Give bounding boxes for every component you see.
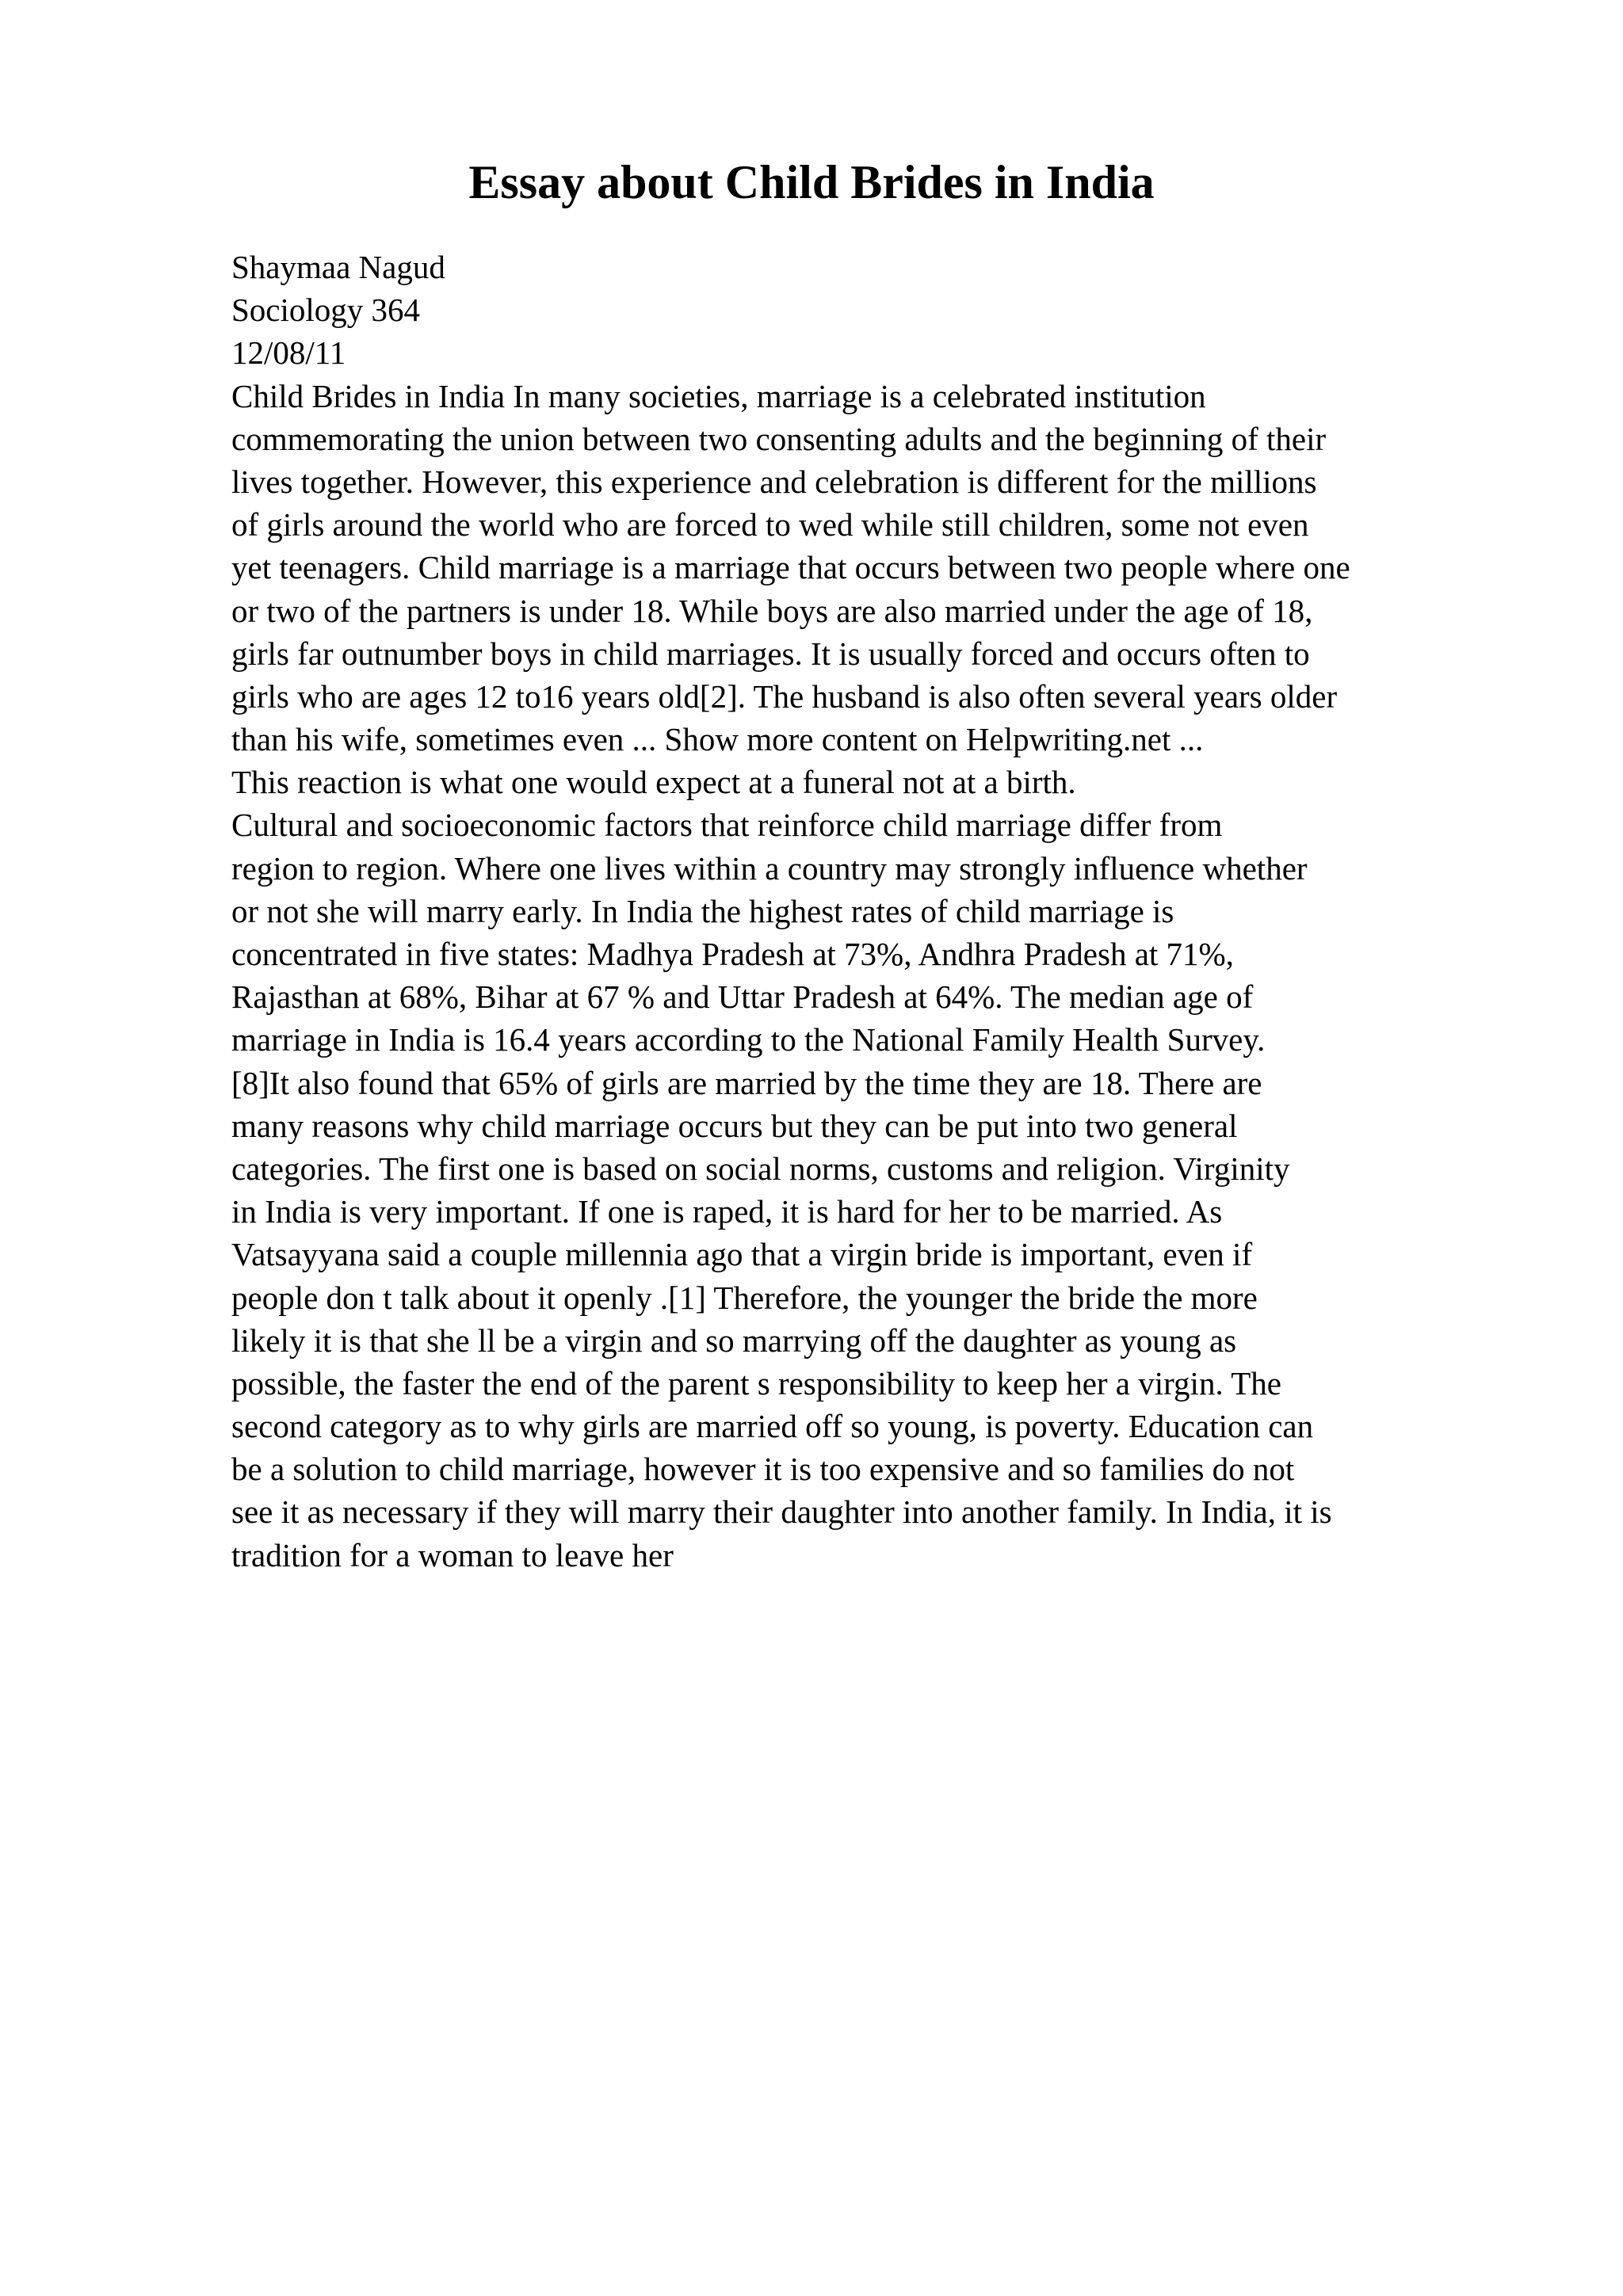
text-line: Rajasthan at 68%, Bihar at 67 % and Uttar Pradesh at 64%. The median age of: [231, 978, 1254, 1016]
document-body: [231, 246, 1594, 1577]
text-line: likely it is that she ll be a virgin and so marrying off the daughter as young as: [231, 1322, 1237, 1359]
text-line: in India is very important. If one is raped, it is hard for her to be married. As: [231, 1193, 1223, 1230]
text-line: tradition for a woman to leave her: [231, 1536, 674, 1573]
text-line: concentrated in five states: Madhya Pradesh at 73%, Andhra Pradesh at 71%,: [231, 936, 1234, 972]
text-line: second category as to why girls are married off so young, is poverty. Education can: [231, 1408, 1314, 1445]
text-line: region to region. Where one lives within a country may strongly influence whether: [231, 849, 1308, 887]
text-line: than his wife, sometimes even ... Show more content on Helpwriting.net ...: [231, 721, 1204, 758]
text-line: marriage in India is 16.4 years according to the National Family Health Survey.: [231, 1021, 1266, 1058]
text-line: girls who are ages 12 to16 years old[2]. The husband is also often several years older: [231, 677, 1338, 715]
text-line: [8]It also found that 65% of girls are married by the time they are 18. There are: [231, 1064, 1262, 1101]
text-line: This reaction is what one would expect at a funeral not at a birth.: [231, 764, 1076, 801]
text-line: see it as necessary if they will marry their daughter into another family. In India, it is: [231, 1493, 1332, 1531]
text-line: Vatsayyana said a couple millennia ago that a virgin bride is important, even if: [231, 1236, 1253, 1273]
text-line: Child Brides in India In many societies, marriage is a celebrated institution: [231, 377, 1206, 414]
text-line: of girls around the world who are forced to wed while still children, some not even: [231, 506, 1309, 543]
date-line: 12/08/11: [231, 334, 346, 372]
text-line: categories. The first one is based on social norms, customs and religion. Virginity: [231, 1150, 1290, 1187]
author-line: Shaymaa Nagud: [231, 249, 445, 285]
text-line: people don t talk about it openly .[1] Therefore, the younger the bride the more: [231, 1279, 1258, 1316]
text-line: lives together. However, this experience and celebration is different for the millions: [231, 463, 1317, 500]
document-title: Essay about Child Brides in India: [468, 156, 1155, 208]
text-line: yet teenagers. Child marriage is a marriage that occurs between two people where one: [231, 549, 1350, 586]
text-line: commemorating the union between two consenting adults and the beginning of their: [231, 420, 1327, 457]
course-line: Sociology 364: [231, 292, 421, 329]
text-line: or two of the partners is under 18. While boys are also married under the age of 18,: [231, 592, 1313, 629]
text-line: or not she will marry early. In India the highest rates of child marriage is: [231, 892, 1174, 929]
text-line: many reasons why child marriage occurs but they can be put into two general: [231, 1107, 1238, 1144]
text-line: Cultural and socioeconomic factors that reinforce child marriage differ from: [231, 807, 1223, 844]
text-line: be a solution to child marriage, however it is too expensive and so families do not: [231, 1451, 1295, 1488]
text-line: possible, the faster the end of the parent s responsibility to keep her a virgin. The: [231, 1364, 1281, 1402]
text-line: girls far outnumber boys in child marriages. It is usually forced and occurs often to: [231, 635, 1310, 672]
